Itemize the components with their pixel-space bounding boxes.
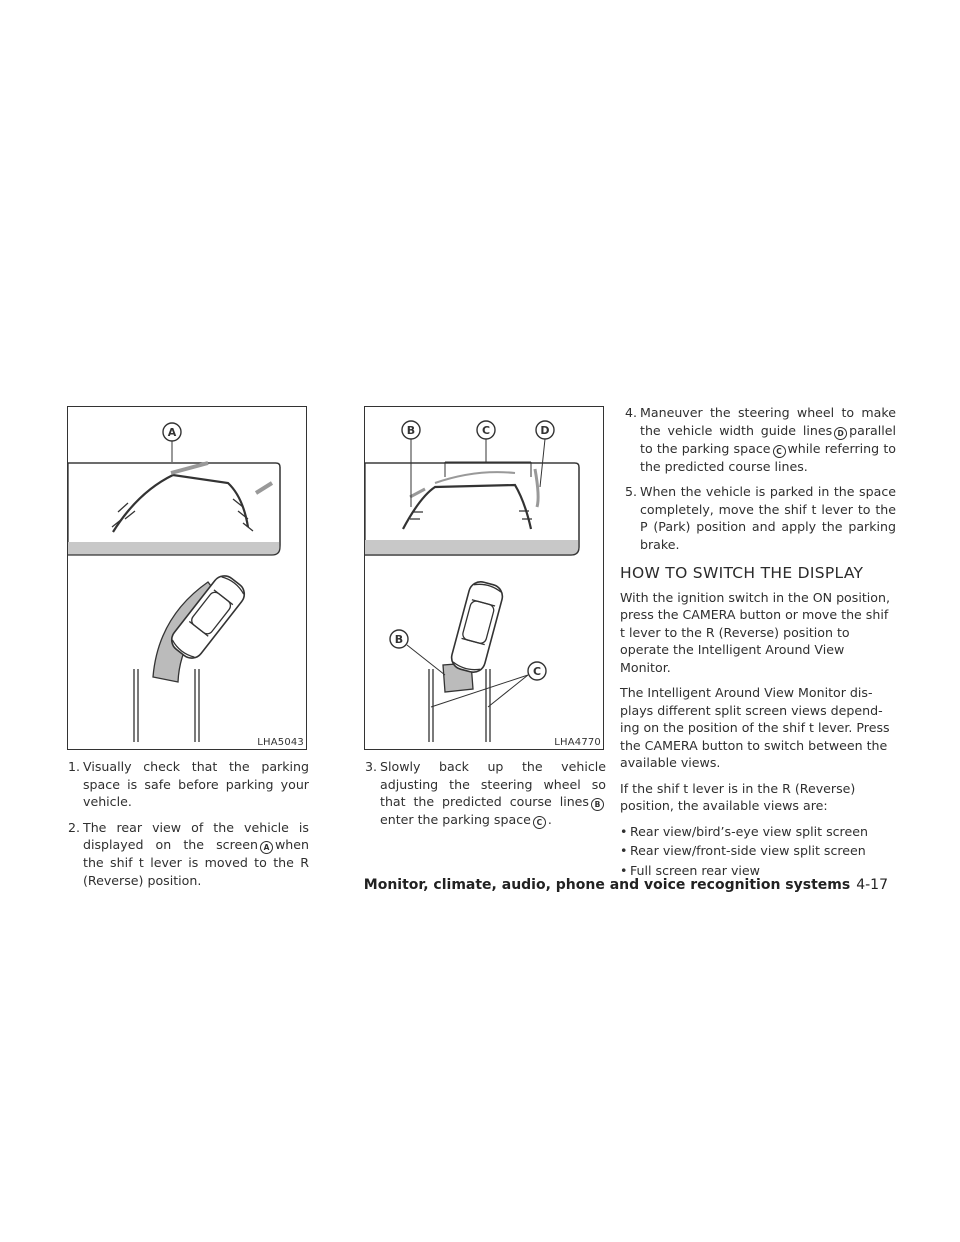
step-4 <box>620 404 896 475</box>
footer-section-title: Monitor, climate, audio, phone and voice recognition systems <box>363 877 851 893</box>
callout-d-icon: D <box>834 427 847 440</box>
step-number: 1. <box>68 759 81 774</box>
section-heading: HOW TO SWITCH THE DISPLAY <box>620 564 864 582</box>
step-number: 2. <box>68 819 81 835</box>
callout-c-bottom-label: C <box>532 665 542 678</box>
page-number: 4-17 <box>856 877 888 893</box>
list-item: • Rear view/bird’s-eye view split screen <box>620 823 896 841</box>
callout-a-label: A <box>167 426 177 439</box>
rear-camera-illustration <box>68 407 306 749</box>
step-text: The rear view of the vehicle is displayed on the screen <box>83 819 309 852</box>
step-text: when the shif t lever is moved to the R (Reverse) position. <box>83 837 309 888</box>
callout-c-icon: C <box>773 445 786 458</box>
callout-c-icon: C <box>533 816 546 829</box>
list-item: • Rear view/front-side view split screen <box>620 842 896 860</box>
step-text: parallel to the parking space <box>640 422 896 456</box>
paragraph-2: The Intelligent Around View Monitor dis- plays different split screen views depend- ing on the position of the shif t lever. Press the CAMERA button to switch between the available views. <box>620 685 890 770</box>
page-footer <box>364 877 888 893</box>
figure-lha5043 <box>67 406 307 750</box>
callout-d-label: D <box>540 424 550 437</box>
right-text-column <box>620 404 896 881</box>
step-text: while referring to the predicted course lines. <box>640 440 896 474</box>
step-2 <box>63 819 309 890</box>
figure-lha4770 <box>364 406 604 750</box>
guide-lines-illustration <box>365 407 603 749</box>
middle-text-column <box>360 758 606 837</box>
step-text: . <box>547 812 552 827</box>
step-text: enter the parking space <box>380 812 531 827</box>
callout-b-bottom-label: B <box>394 633 404 646</box>
callout-c-top-label: C <box>481 424 491 437</box>
step-1 <box>63 758 309 811</box>
figure-code: LHA4770 <box>554 737 601 748</box>
callout-b-top-label: B <box>406 424 416 437</box>
paragraph-3: If the shif t lever is in the R (Reverse) position, the available views are: <box>620 780 856 813</box>
callout-b-icon: B <box>591 798 604 811</box>
step-number: 3. <box>365 759 378 774</box>
step-text: Visually check that the parking space is safe before parking your vehicle. <box>83 759 309 809</box>
step-text: Slowly back up the vehicle adjusting the steering wheel so that the predicted course lines <box>380 759 606 809</box>
figure-code: LHA5043 <box>257 737 304 748</box>
step-text: When the vehicle is parked in the space completely, move the shif t lever to the P (Park) position and apply the parking brake. <box>640 484 896 552</box>
step-number: 4. <box>625 405 638 420</box>
step-5 <box>620 483 896 553</box>
available-views-list <box>620 823 896 880</box>
step-text: Maneuver the steering wheel to make the vehicle width guide lines <box>640 405 896 438</box>
step-3 <box>360 758 606 829</box>
paragraph-1: With the ignition switch in the ON position, press the CAMERA button or move the shif t lever to the R (Reverse) position to operate the Intelligent Around View Monitor. <box>620 589 890 675</box>
list-item: • Full screen rear view <box>620 862 896 880</box>
step-number: 5. <box>625 484 638 499</box>
left-text-column <box>63 758 309 897</box>
callout-a-icon: A <box>260 841 273 854</box>
